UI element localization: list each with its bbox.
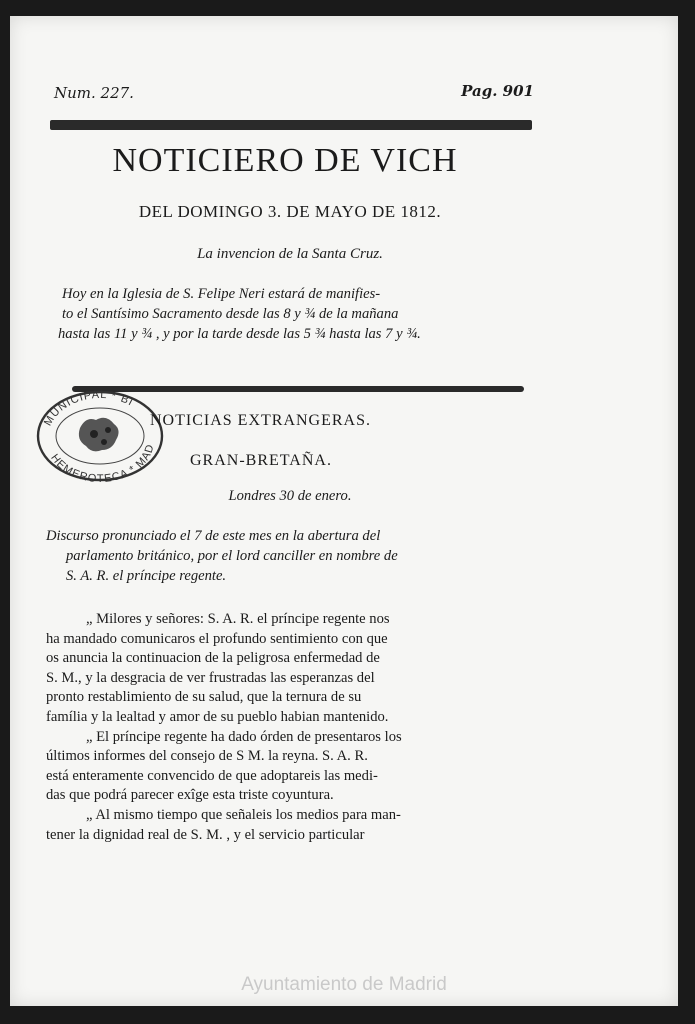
body-line: ha mandado comunicaros el profundo sentimiento con que [46,630,388,647]
body-line: das que podrá parecer exîge esta triste coyuntura. [46,787,334,804]
body-line: família y la lealtad y amor de su pueblo habian mantenido. [46,708,389,725]
stamp-top-text: MUNICIPAL * BI [41,388,136,428]
page-header [54,76,538,108]
body-line: os anuncia la continuacion de la peligrosa enfermedad de [46,650,380,667]
speech-intro-line: parlamento británico, por el lord canciller en nombre de [66,548,398,564]
body-line: pronto restablimiento de su salud, que la ternura de su [46,689,362,706]
section-heading: NOTICIAS EXTRANGERAS. [150,412,371,429]
article-body [46,610,536,845]
body-line: „ El príncipe regente ha dado órden de presentaros los [86,728,402,745]
dateline: Londres 30 de enero. [228,488,352,504]
country-heading: GRAN-BRETAÑA. [190,452,332,469]
body-line: tener la dignidad real de S. M. , y el servicio particular [46,826,365,843]
body-line: „ Milores y señores: S. A. R. el príncipe regente nos [86,611,390,627]
newspaper-page [10,16,678,1006]
library-stamp [34,388,164,482]
speech-intro [46,526,536,586]
masthead-title: NOTICIERO DE VICH [112,142,458,179]
page-number: Pag. 901 [461,82,534,100]
notice-line: Hoy en la Iglesia de S. Felipe Neri estará de manifies- [62,286,381,302]
body-line: S. M., y la desgracia de ver frustradas las esperanzas del [46,669,375,686]
notice-line: hasta las 11 y ¾ , y por la tarde desde las 5 ¾ hasta las 7 y ¾. [58,326,421,342]
feast-day: La invencion de la Santa Cruz. [197,246,383,262]
notice-line: to el Santísimo Sacramento desde las 8 y ¾ de la mañana [62,306,399,322]
stamp-bottom-text: HEMEROTECA * MAD [48,442,157,482]
speech-intro-line: Discurso pronunciado el 7 de este mes en la abertura del [46,528,381,544]
top-rule [50,120,532,130]
church-notice [58,284,532,344]
issue-number: Num. 227. [54,84,134,102]
body-line: „ Al mismo tiempo que señaleis los medios para man- [86,806,401,823]
coat-of-arms-icon [79,418,119,452]
archive-watermark: Ayuntamiento de Madrid [241,974,447,995]
body-line: está enteramente convencido de que adoptareis las medi- [46,767,378,784]
issue-date: DEL DOMINGO 3. DE MAYO DE 1812. [138,202,442,221]
body-line: últimos informes del consejo de S M. la reyna. S. A. R. [46,748,368,765]
speech-intro-line: S. A. R. el príncipe regente. [66,568,227,584]
